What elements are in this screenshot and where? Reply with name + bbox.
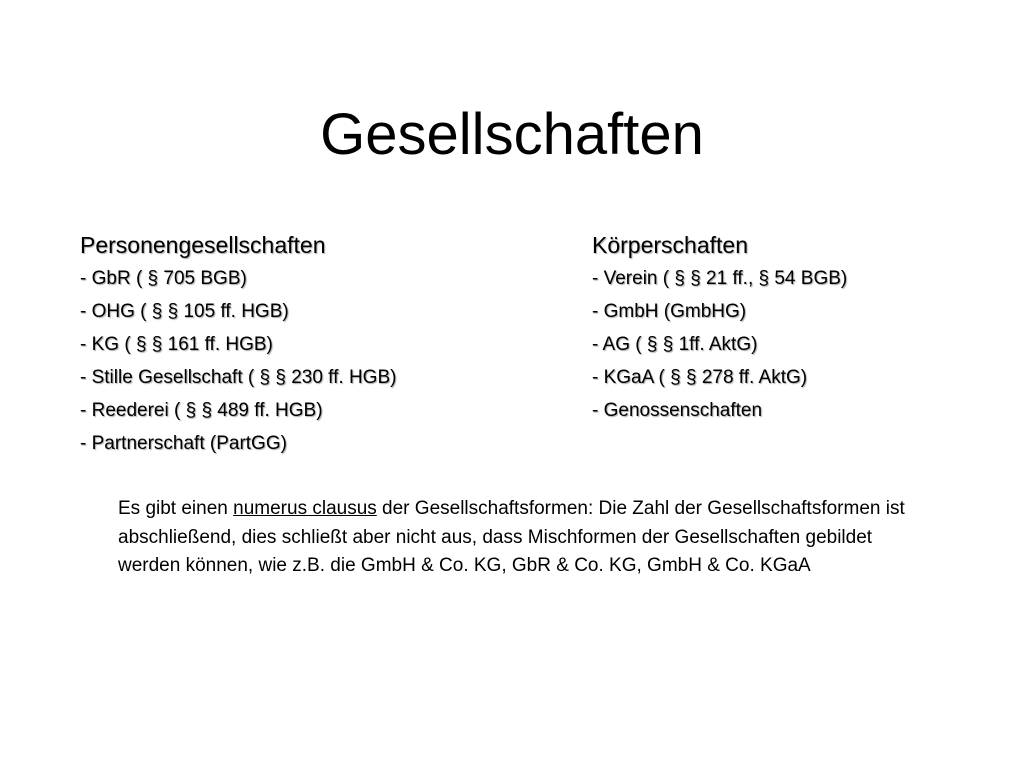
list-item: - Reederei ( § § 489 ff. HGB) xyxy=(80,400,323,421)
list-item: - Partnerschaft (PartGG) xyxy=(80,433,287,454)
list-item: - Verein ( § § 21 ff., § 54 BGB) xyxy=(592,268,848,289)
list-item: - AG ( § § 1ff. AktG) xyxy=(592,334,758,355)
left-column xyxy=(80,228,560,460)
right-column-heading: Körperschaften xyxy=(592,232,748,258)
note-text-before: Es gibt einen xyxy=(118,498,234,519)
note-paragraph xyxy=(118,495,928,581)
list-item: - Stille Gesellschaft ( § § 230 ff. HGB) xyxy=(80,367,397,388)
list-item: - OHG ( § § 105 ff. HGB) xyxy=(80,301,289,322)
note-underlined-term: numerus clausus xyxy=(233,498,377,519)
right-column-list xyxy=(592,262,1012,427)
list-item: - Genossenschaften xyxy=(592,400,763,421)
left-column-heading: Personengesellschaften xyxy=(80,232,326,258)
list-item: - KGaA ( § § 278 ff. AktG) xyxy=(592,367,808,388)
list-item: - GbR ( § 705 BGB) xyxy=(80,268,247,289)
slide-title: Gesellschaften xyxy=(320,102,704,167)
right-column xyxy=(592,228,1012,427)
list-item: - KG ( § § 161 ff. HGB) xyxy=(80,334,273,355)
left-column-list xyxy=(80,262,560,460)
note-text-after: der Gesellschaftsformen: Die Zahl der Gesellschaftsformen ist abschließend, dies schließt aber nicht aus, dass Mischformen der Gesellschaften gebildet werden können, wie z.B. die GmbH & Co. KG, GbR & Co. KG, GmbH & Co. KGaA xyxy=(118,498,905,576)
list-item: - GmbH (GmbHG) xyxy=(592,301,747,322)
